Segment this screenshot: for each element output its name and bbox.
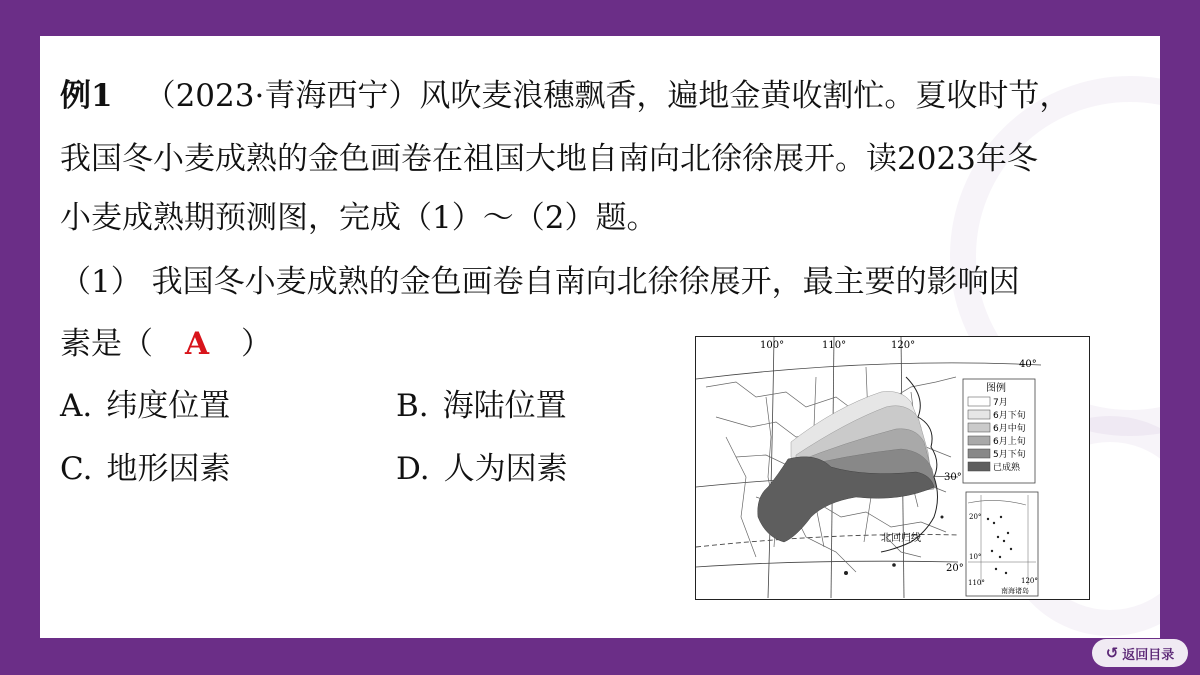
option-d	[396, 449, 568, 489]
option-letter: A.	[60, 388, 93, 424]
option-text: 海陆位置	[442, 388, 567, 424]
legend-swatch-late-june	[968, 410, 990, 419]
sub-question-line-1: （1） 我国冬小麦成熟的金色画卷自南向北徐徐展开，最主要的影响因	[60, 264, 1020, 300]
option-text: 纬度位置	[106, 388, 231, 424]
answer-bracket-close: ）	[241, 326, 272, 362]
legend-title: 图例	[986, 383, 1006, 394]
option-letter: D.	[396, 451, 430, 487]
map-svg	[696, 337, 1088, 598]
lon-label: 110°	[822, 340, 847, 351]
island-dot	[941, 516, 944, 519]
inset-lat-label: 10°	[969, 553, 982, 561]
option-c	[60, 449, 230, 489]
answer-bracket-open: 素是（	[60, 326, 153, 362]
wheat-maturity-map	[695, 336, 1090, 600]
parallel-line	[696, 363, 1041, 379]
option-letter: B.	[396, 388, 429, 424]
back-button-label: 返回目录	[1122, 647, 1175, 663]
example-label: 例1	[60, 78, 113, 114]
inset-lon-label: 120°	[1021, 577, 1038, 585]
island-dot	[844, 571, 848, 575]
question-stem-line-1	[60, 76, 1070, 116]
slide-card	[40, 36, 1160, 638]
lat-label: 40°	[1019, 359, 1037, 370]
south-china-sea-inset	[966, 492, 1038, 596]
legend-swatch-late-may	[968, 449, 990, 458]
question-stem-line-2: 我国冬小麦成熟的金色画卷在祖国大地自南向北徐徐展开。读2023年冬	[60, 141, 1038, 177]
legend-label: 6月下旬	[993, 411, 1026, 421]
option-text: 地形因素	[106, 451, 231, 487]
option-text: 人为因素	[443, 451, 568, 487]
lat-label: 20°	[946, 563, 964, 574]
sub-question-line-2	[60, 324, 272, 364]
lon-label: 100°	[760, 340, 785, 351]
legend-label: 5月下旬	[993, 450, 1026, 460]
parallel-line	[696, 561, 958, 567]
question-stem-line-3: 小麦成熟期预测图，完成（1）～（2）题。	[60, 200, 658, 236]
legend-swatch-early-june	[968, 436, 990, 445]
option-a	[60, 386, 230, 426]
legend-label: 7月	[993, 398, 1008, 408]
inset-lat-label: 20°	[969, 513, 982, 521]
legend-label: 6月中旬	[993, 424, 1026, 434]
legend-swatch-mid-june	[968, 423, 990, 432]
inset-lon-label: 110°	[968, 579, 985, 587]
option-b	[396, 386, 567, 426]
island-dot	[892, 563, 896, 567]
map-legend	[963, 379, 1035, 483]
legend-label: 已成熟	[993, 463, 1021, 473]
return-arrow-icon: ↺	[1105, 643, 1119, 662]
legend-swatch-matured	[968, 462, 990, 471]
lat-label: 30°	[944, 472, 962, 483]
lon-label: 120°	[891, 340, 916, 351]
legend-label: 6月上旬	[993, 437, 1026, 447]
back-to-contents-button[interactable]	[1092, 639, 1188, 667]
question-stem-text: （2023·青海西宁）风吹麦浪穗飘香，遍地金黄收割忙。夏收时节，	[144, 78, 1071, 114]
legend-swatch-july	[968, 397, 990, 406]
tropic-label: 北回归线	[881, 533, 921, 544]
inset-label: 南海诸岛	[1001, 587, 1029, 595]
answer-value: A	[184, 326, 210, 362]
option-letter: C.	[60, 451, 93, 487]
